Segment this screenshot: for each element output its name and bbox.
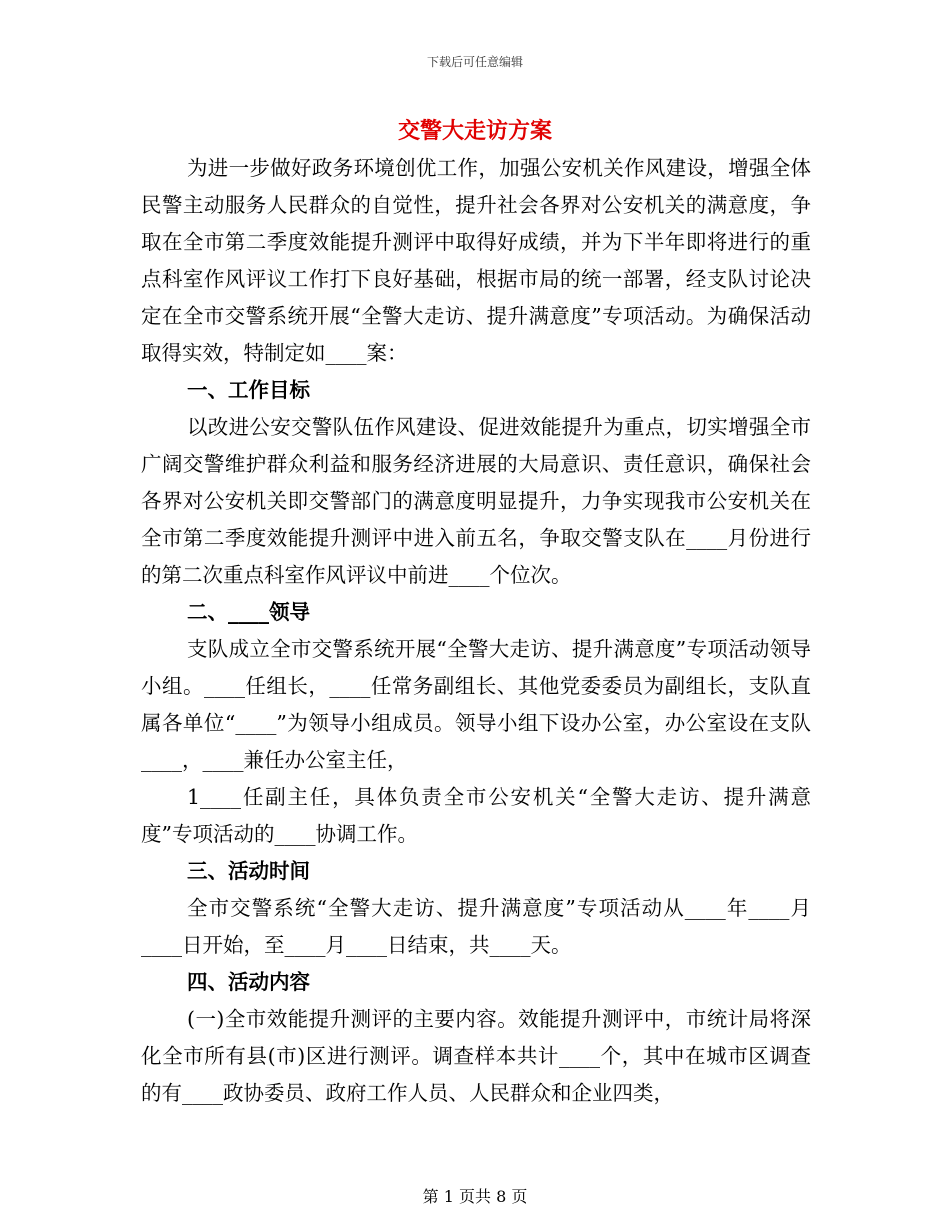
page-footer: 第 1 页共 8 页 bbox=[422, 1187, 528, 1206]
goals-paragraph: 以改进公安交警队伍作风建设、促进效能提升为重点，切实增强全市广阔交警维护群众利益和服务经济进展的大局意识、责任意识，确保社会各界对公安机关即交警部门的满意度明显提升，力争实现我市公安机关在全市第二季度效能提升测评中进入前五名，争取交警支队在____月份进行的第二次重点科室作风评议中前进____个位次。 bbox=[141, 415, 811, 587]
section-heading-leadership: 二、____领导 bbox=[187, 600, 310, 624]
section-heading-time: 三、活动时间 bbox=[187, 859, 310, 883]
section-heading-goals: 一、工作目标 bbox=[187, 378, 310, 402]
content-paragraph: (一)全市效能提升测评的主要内容。效能提升测评中，市统计局将深化全市所有县(市)区进行测评。调查样本共计____个，其中在城市区调查的有____政协委员、政府工作人员、人民群众和企业四类， bbox=[141, 1007, 811, 1105]
time-paragraph: 全市交警系统“全警大走访、提升满意度”专项活动从____年____月____日开始，至____月____日结束，共____天。 bbox=[141, 896, 811, 957]
document-body bbox=[141, 150, 811, 1112]
leadership-paragraph: 支队成立全市交警系统开展“全警大走访、提升满意度”专项活动领导小组。____任组长，____任常务副组长、其他党委委员为副组长，支队直属各单位“____”为领导小组成员。领导小组下设办公室，办公室设在支队____，____兼任办公室主任， bbox=[141, 637, 811, 772]
page-header: 下载后可任意编辑 bbox=[426, 55, 523, 69]
document-title: 交警大走访方案 bbox=[397, 119, 552, 144]
intro-paragraph: 为进一步做好政务环境创优工作，加强公安机关作风建设，增强全体民警主动服务人民群众的自觉性，提升社会各界对公安机关的满意度，争取在全市第二季度效能提升测评中取得好成绩，并为下半年即将进行的重点科室作风评议工作打下良好基础，根据市局的统一部署，经支队讨论决定在全市交警系统开展“全警大走访、提升满意度”专项活动。为确保活动取得实效，特制定如____案： bbox=[141, 156, 811, 365]
leadership-paragraph-2: 1____任副主任，具体负责全市公安机关“全警大走访、提升满意度”专项活动的____协调工作。 bbox=[141, 785, 811, 846]
section-heading-content: 四、活动内容 bbox=[187, 970, 310, 994]
